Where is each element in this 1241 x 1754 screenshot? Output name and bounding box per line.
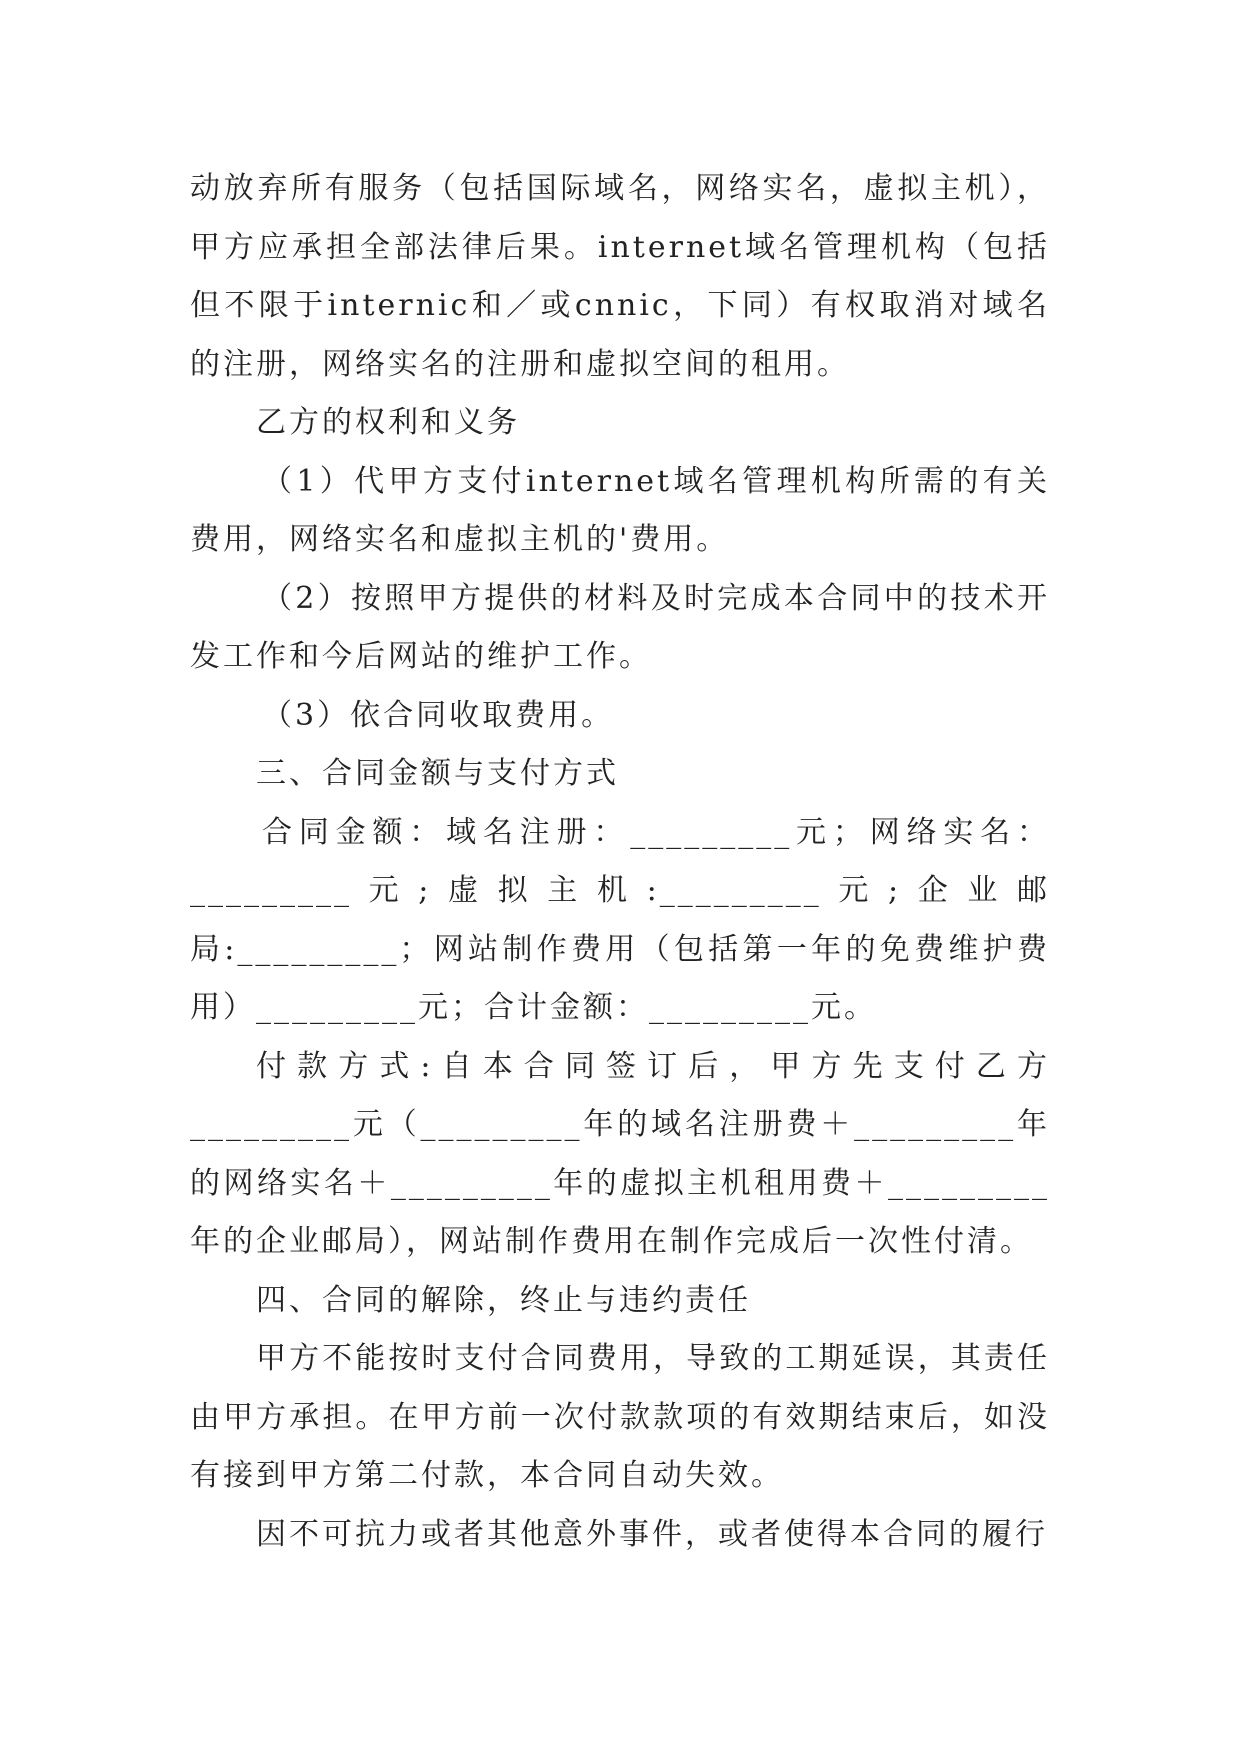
paragraph-force-majeure: 因不可抗力或者其他意外事件，或者使得本合同的履行 (256, 1516, 1048, 1552)
paragraph-breach: 甲方不能按时支付合同费用，导致的工期延误，其责任由甲方承担。在甲方前一次付款款项的有效期结束后，如没有接到甲方第二付款，本合同自动失效。 (190, 1341, 1050, 1493)
list-item-3: （3）依合同收取费用。 (262, 697, 615, 733)
document-body (190, 160, 1050, 1564)
list-item-2: （2）按照甲方提供的材料及时完成本合同中的技术开发工作和今后网站的维护工作。 (190, 580, 1050, 674)
paragraph-continuation: 动放弃所有服务（包括国际域名，网络实名，虚拟主机），甲方应承担全部法律后果。internet域名管理机构（包括但不限于internic和／或cnnic，下同）有权取消对域名的注册，网络实名的注册和虚拟空间的租用。 (190, 171, 1050, 382)
section-heading-4: 四、合同的解除，终止与违约责任 (256, 1282, 751, 1318)
list-item-1: （1）代甲方支付internet域名管理机构所需的有关费用，网络实名和虚拟主机的'费用。 (190, 463, 1050, 557)
paragraph-payment-method: 付款方式:自本合同签订后，甲方先支付乙方_________元（_________年的域名注册费＋_________年的网络实名＋_________年的虚拟主机租用费＋_________年的企业邮局），网站制作费用在制作完成后一次性付清。 (190, 1048, 1050, 1259)
section-heading-3: 三、合同金额与支付方式 (256, 756, 619, 791)
section-heading-party-b: 乙方的权利和义务 (256, 405, 520, 440)
paragraph-contract-amount: 合同金额：域名注册：_________元；网络实名：_________元;虚拟主机:_________元;企业邮局:_________；网站制作费用（包括第一年的免费维护费用）_________元；合计金额：_________元。 (190, 814, 1050, 1025)
